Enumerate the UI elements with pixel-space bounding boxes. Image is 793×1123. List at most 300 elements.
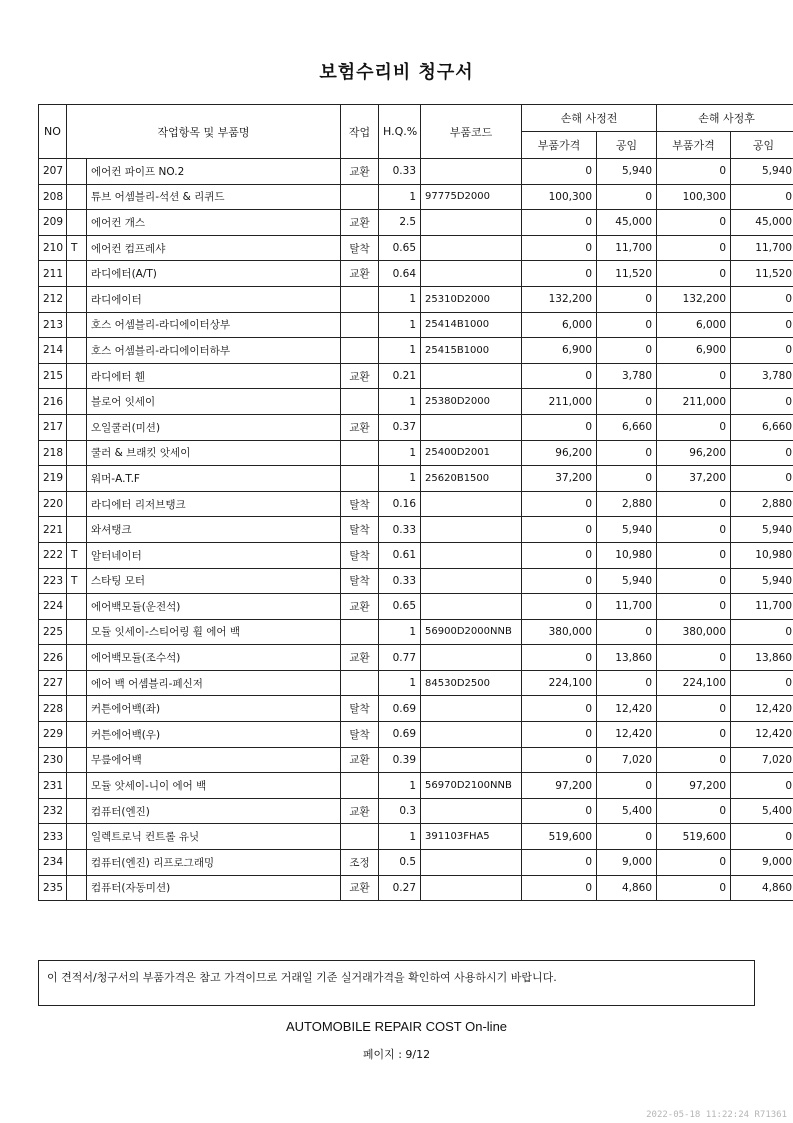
row-part-code bbox=[421, 747, 522, 773]
row-mark bbox=[67, 389, 87, 415]
row-hq: 1 bbox=[379, 184, 421, 210]
row-mark bbox=[67, 773, 87, 799]
row-after-part-price: 0 bbox=[657, 747, 731, 773]
row-work: 교환 bbox=[341, 159, 379, 185]
row-before-part-price: 6,000 bbox=[522, 312, 597, 338]
row-hq: 1 bbox=[379, 670, 421, 696]
row-before-part-price: 0 bbox=[522, 747, 597, 773]
row-mark bbox=[67, 722, 87, 748]
row-no: 234 bbox=[39, 850, 67, 876]
row-before-part-price: 211,000 bbox=[522, 389, 597, 415]
row-before-labor: 0 bbox=[597, 286, 657, 312]
row-work bbox=[341, 824, 379, 850]
table-row bbox=[39, 594, 793, 620]
row-hq: 1 bbox=[379, 619, 421, 645]
row-work bbox=[341, 286, 379, 312]
row-before-part-price: 380,000 bbox=[522, 619, 597, 645]
table-row bbox=[39, 466, 793, 492]
row-before-labor: 0 bbox=[597, 619, 657, 645]
table-row bbox=[39, 159, 793, 185]
row-work: 탈착 bbox=[341, 568, 379, 594]
row-hq: 0.61 bbox=[379, 542, 421, 568]
row-item-name: 라디에터 휀 bbox=[87, 363, 341, 389]
row-after-labor: 9,000 bbox=[731, 850, 793, 876]
row-hq: 2.5 bbox=[379, 210, 421, 236]
row-after-part-price: 0 bbox=[657, 696, 731, 722]
row-before-part-price: 0 bbox=[522, 568, 597, 594]
row-part-code bbox=[421, 414, 522, 440]
row-work: 교환 bbox=[341, 747, 379, 773]
row-item-name: 튜브 어셈블리-석션 & 리퀴드 bbox=[87, 184, 341, 210]
row-before-labor: 3,780 bbox=[597, 363, 657, 389]
row-before-labor: 0 bbox=[597, 670, 657, 696]
row-no: 216 bbox=[39, 389, 67, 415]
row-part-code bbox=[421, 645, 522, 671]
row-after-part-price: 0 bbox=[657, 568, 731, 594]
row-mark bbox=[67, 747, 87, 773]
row-hq: 0.33 bbox=[379, 568, 421, 594]
row-hq: 1 bbox=[379, 338, 421, 364]
row-part-code bbox=[421, 235, 522, 261]
row-before-part-price: 0 bbox=[522, 850, 597, 876]
row-part-code bbox=[421, 696, 522, 722]
row-before-labor: 0 bbox=[597, 389, 657, 415]
row-after-labor: 5,940 bbox=[731, 568, 793, 594]
row-before-part-price: 0 bbox=[522, 491, 597, 517]
row-before-labor: 12,420 bbox=[597, 696, 657, 722]
table-row bbox=[39, 722, 793, 748]
row-no: 225 bbox=[39, 619, 67, 645]
row-work bbox=[341, 773, 379, 799]
row-work: 교환 bbox=[341, 798, 379, 824]
row-before-part-price: 37,200 bbox=[522, 466, 597, 492]
row-part-code: 25400D2001 bbox=[421, 440, 522, 466]
row-work bbox=[341, 338, 379, 364]
row-after-labor: 0 bbox=[731, 466, 793, 492]
row-after-labor: 10,980 bbox=[731, 542, 793, 568]
row-part-code: 56900D2000NNB bbox=[421, 619, 522, 645]
row-no: 230 bbox=[39, 747, 67, 773]
row-before-part-price: 0 bbox=[522, 414, 597, 440]
row-after-part-price: 0 bbox=[657, 594, 731, 620]
row-no: 215 bbox=[39, 363, 67, 389]
row-item-name: 커튼에어백(좌) bbox=[87, 696, 341, 722]
table-row bbox=[39, 798, 793, 824]
row-after-part-price: 0 bbox=[657, 491, 731, 517]
row-after-part-price: 0 bbox=[657, 875, 731, 901]
row-before-part-price: 0 bbox=[522, 875, 597, 901]
row-before-labor: 0 bbox=[597, 773, 657, 799]
table-row bbox=[39, 875, 793, 901]
row-part-code: 391103FHA5 bbox=[421, 824, 522, 850]
row-mark bbox=[67, 594, 87, 620]
row-part-code bbox=[421, 210, 522, 236]
row-after-labor: 45,000 bbox=[731, 210, 793, 236]
row-part-code bbox=[421, 491, 522, 517]
table-row bbox=[39, 696, 793, 722]
row-item-name: 일렉트로닉 컨트롤 유닛 bbox=[87, 824, 341, 850]
row-work bbox=[341, 184, 379, 210]
row-no: 235 bbox=[39, 875, 67, 901]
row-no: 223 bbox=[39, 568, 67, 594]
row-work: 교환 bbox=[341, 645, 379, 671]
row-after-part-price: 6,900 bbox=[657, 338, 731, 364]
table-body bbox=[39, 159, 793, 901]
row-before-labor: 6,660 bbox=[597, 414, 657, 440]
row-after-labor: 0 bbox=[731, 440, 793, 466]
row-after-labor: 0 bbox=[731, 773, 793, 799]
table-row bbox=[39, 517, 793, 543]
row-part-code bbox=[421, 542, 522, 568]
row-after-part-price: 0 bbox=[657, 798, 731, 824]
row-after-labor: 0 bbox=[731, 389, 793, 415]
row-mark bbox=[67, 210, 87, 236]
table-row bbox=[39, 850, 793, 876]
row-after-labor: 12,420 bbox=[731, 696, 793, 722]
row-after-labor: 0 bbox=[731, 670, 793, 696]
row-hq: 1 bbox=[379, 466, 421, 492]
row-work bbox=[341, 670, 379, 696]
row-mark bbox=[67, 363, 87, 389]
row-work: 교환 bbox=[341, 875, 379, 901]
row-no: 224 bbox=[39, 594, 67, 620]
row-after-part-price: 0 bbox=[657, 850, 731, 876]
row-mark bbox=[67, 286, 87, 312]
row-mark bbox=[67, 619, 87, 645]
table-row bbox=[39, 645, 793, 671]
row-hq: 0.5 bbox=[379, 850, 421, 876]
row-item-name: 컴퓨터(엔진) bbox=[87, 798, 341, 824]
row-before-labor: 0 bbox=[597, 466, 657, 492]
row-after-labor: 2,880 bbox=[731, 491, 793, 517]
row-after-labor: 11,700 bbox=[731, 594, 793, 620]
row-item-name: 모듈 앗세이-니이 에어 백 bbox=[87, 773, 341, 799]
row-after-labor: 5,400 bbox=[731, 798, 793, 824]
row-item-name: 스타팅 모터 bbox=[87, 568, 341, 594]
row-no: 226 bbox=[39, 645, 67, 671]
row-item-name: 라디에이터 bbox=[87, 286, 341, 312]
row-after-part-price: 0 bbox=[657, 722, 731, 748]
row-no: 218 bbox=[39, 440, 67, 466]
header-before-labor: 공임 bbox=[597, 132, 657, 159]
row-mark bbox=[67, 261, 87, 287]
row-hq: 0.65 bbox=[379, 235, 421, 261]
row-before-part-price: 100,300 bbox=[522, 184, 597, 210]
row-after-part-price: 211,000 bbox=[657, 389, 731, 415]
row-before-labor: 4,860 bbox=[597, 875, 657, 901]
row-mark bbox=[67, 696, 87, 722]
row-mark bbox=[67, 184, 87, 210]
header-work: 작업 bbox=[341, 105, 379, 159]
row-item-name: 블로어 잇세이 bbox=[87, 389, 341, 415]
row-before-part-price: 96,200 bbox=[522, 440, 597, 466]
row-part-code: 97775D2000 bbox=[421, 184, 522, 210]
row-work: 조정 bbox=[341, 850, 379, 876]
table-header bbox=[39, 105, 793, 159]
row-work: 탈착 bbox=[341, 235, 379, 261]
row-part-code bbox=[421, 875, 522, 901]
row-before-part-price: 0 bbox=[522, 261, 597, 287]
table-row bbox=[39, 184, 793, 210]
row-item-name: 에어 백 어셈블리-페신저 bbox=[87, 670, 341, 696]
row-before-part-price: 132,200 bbox=[522, 286, 597, 312]
row-after-labor: 5,940 bbox=[731, 517, 793, 543]
row-item-name: 에어컨 컴프레샤 bbox=[87, 235, 341, 261]
table-row bbox=[39, 747, 793, 773]
table-row bbox=[39, 363, 793, 389]
row-hq: 0.21 bbox=[379, 363, 421, 389]
row-mark bbox=[67, 159, 87, 185]
row-before-labor: 5,940 bbox=[597, 159, 657, 185]
row-item-name: 와셔탱크 bbox=[87, 517, 341, 543]
row-before-labor: 9,000 bbox=[597, 850, 657, 876]
table-row bbox=[39, 491, 793, 517]
row-after-part-price: 100,300 bbox=[657, 184, 731, 210]
table-row bbox=[39, 773, 793, 799]
row-work: 교환 bbox=[341, 261, 379, 287]
row-before-part-price: 0 bbox=[522, 645, 597, 671]
row-after-labor: 6,660 bbox=[731, 414, 793, 440]
row-no: 229 bbox=[39, 722, 67, 748]
row-before-part-price: 224,100 bbox=[522, 670, 597, 696]
row-work: 교환 bbox=[341, 210, 379, 236]
row-mark bbox=[67, 645, 87, 671]
table-row bbox=[39, 414, 793, 440]
row-work bbox=[341, 389, 379, 415]
row-work: 탈착 bbox=[341, 491, 379, 517]
row-hq: 0.33 bbox=[379, 159, 421, 185]
row-before-part-price: 519,600 bbox=[522, 824, 597, 850]
row-before-part-price: 0 bbox=[522, 696, 597, 722]
row-part-code bbox=[421, 261, 522, 287]
row-after-labor: 5,940 bbox=[731, 159, 793, 185]
row-hq: 0.16 bbox=[379, 491, 421, 517]
table-row bbox=[39, 670, 793, 696]
row-hq: 0.3 bbox=[379, 798, 421, 824]
row-item-name: 호스 어셈블리-라디에이터하부 bbox=[87, 338, 341, 364]
row-after-part-price: 37,200 bbox=[657, 466, 731, 492]
row-no: 232 bbox=[39, 798, 67, 824]
row-before-part-price: 0 bbox=[522, 159, 597, 185]
row-before-labor: 0 bbox=[597, 440, 657, 466]
table-row bbox=[39, 619, 793, 645]
row-hq: 0.37 bbox=[379, 414, 421, 440]
row-after-part-price: 380,000 bbox=[657, 619, 731, 645]
row-before-labor: 12,420 bbox=[597, 722, 657, 748]
row-before-part-price: 0 bbox=[522, 594, 597, 620]
row-after-labor: 0 bbox=[731, 338, 793, 364]
header-after: 손해 사정후 bbox=[657, 105, 793, 132]
row-mark bbox=[67, 338, 87, 364]
print-timestamp: 2022-05-18 11:22:24 R71361 bbox=[646, 1110, 787, 1120]
row-before-labor: 0 bbox=[597, 184, 657, 210]
row-after-part-price: 0 bbox=[657, 159, 731, 185]
row-after-part-price: 6,000 bbox=[657, 312, 731, 338]
row-work: 교환 bbox=[341, 594, 379, 620]
table-row bbox=[39, 286, 793, 312]
row-after-labor: 11,700 bbox=[731, 235, 793, 261]
row-mark: T bbox=[67, 542, 87, 568]
header-code: 부품코드 bbox=[421, 105, 522, 159]
row-after-part-price: 519,600 bbox=[657, 824, 731, 850]
row-hq: 0.27 bbox=[379, 875, 421, 901]
row-mark bbox=[67, 466, 87, 492]
row-no: 208 bbox=[39, 184, 67, 210]
row-hq: 1 bbox=[379, 824, 421, 850]
row-no: 220 bbox=[39, 491, 67, 517]
row-mark bbox=[67, 491, 87, 517]
row-hq: 1 bbox=[379, 312, 421, 338]
row-hq: 0.39 bbox=[379, 747, 421, 773]
row-work bbox=[341, 440, 379, 466]
row-before-part-price: 0 bbox=[522, 722, 597, 748]
row-part-code bbox=[421, 850, 522, 876]
row-work bbox=[341, 466, 379, 492]
row-item-name: 무릎에어백 bbox=[87, 747, 341, 773]
table-row bbox=[39, 542, 793, 568]
row-part-code: 25380D2000 bbox=[421, 389, 522, 415]
row-after-part-price: 0 bbox=[657, 517, 731, 543]
row-after-part-price: 132,200 bbox=[657, 286, 731, 312]
row-no: 222 bbox=[39, 542, 67, 568]
page-number: 페이지 : 9/12 bbox=[362, 1048, 431, 1061]
row-item-name: 워머-A.T.F bbox=[87, 466, 341, 492]
row-after-part-price: 0 bbox=[657, 235, 731, 261]
row-work bbox=[341, 312, 379, 338]
row-after-part-price: 0 bbox=[657, 210, 731, 236]
row-work: 탈착 bbox=[341, 696, 379, 722]
row-no: 212 bbox=[39, 286, 67, 312]
row-after-part-price: 0 bbox=[657, 645, 731, 671]
row-part-code: 25415B1000 bbox=[421, 338, 522, 364]
row-before-part-price: 0 bbox=[522, 235, 597, 261]
row-before-part-price: 0 bbox=[522, 363, 597, 389]
row-after-part-price: 0 bbox=[657, 363, 731, 389]
row-after-part-price: 0 bbox=[657, 261, 731, 287]
row-after-labor: 4,860 bbox=[731, 875, 793, 901]
table-row bbox=[39, 824, 793, 850]
row-after-labor: 0 bbox=[731, 312, 793, 338]
row-no: 207 bbox=[39, 159, 67, 185]
row-after-labor: 0 bbox=[731, 619, 793, 645]
row-after-labor: 13,860 bbox=[731, 645, 793, 671]
row-before-labor: 0 bbox=[597, 338, 657, 364]
table-row bbox=[39, 338, 793, 364]
row-item-name: 라디에터 리저브탱크 bbox=[87, 491, 341, 517]
row-part-code: 25414B1000 bbox=[421, 312, 522, 338]
row-before-labor: 5,400 bbox=[597, 798, 657, 824]
row-item-name: 오일쿨러(미션) bbox=[87, 414, 341, 440]
row-part-code bbox=[421, 594, 522, 620]
row-after-labor: 7,020 bbox=[731, 747, 793, 773]
row-item-name: 모듈 잇세이-스티어링 휠 에어 백 bbox=[87, 619, 341, 645]
row-before-part-price: 0 bbox=[522, 210, 597, 236]
row-no: 233 bbox=[39, 824, 67, 850]
row-before-labor: 0 bbox=[597, 824, 657, 850]
row-after-labor: 11,520 bbox=[731, 261, 793, 287]
header-hq: H.Q.% bbox=[379, 105, 421, 159]
row-before-labor: 0 bbox=[597, 312, 657, 338]
row-before-part-price: 97,200 bbox=[522, 773, 597, 799]
row-item-name: 라디에터(A/T) bbox=[87, 261, 341, 287]
row-hq: 0.77 bbox=[379, 645, 421, 671]
row-mark bbox=[67, 517, 87, 543]
row-mark: T bbox=[67, 568, 87, 594]
row-no: 221 bbox=[39, 517, 67, 543]
row-no: 214 bbox=[39, 338, 67, 364]
table-row bbox=[39, 568, 793, 594]
row-part-code bbox=[421, 722, 522, 748]
table-row bbox=[39, 440, 793, 466]
row-mark bbox=[67, 440, 87, 466]
document-title: 보험수리비 청구서 bbox=[319, 62, 474, 83]
row-no: 231 bbox=[39, 773, 67, 799]
row-part-code: 56970D2100NNB bbox=[421, 773, 522, 799]
row-item-name: 에어백모듈(운전석) bbox=[87, 594, 341, 620]
row-work: 교환 bbox=[341, 414, 379, 440]
row-item-name: 에어컨 개스 bbox=[87, 210, 341, 236]
row-before-part-price: 0 bbox=[522, 542, 597, 568]
row-work: 교환 bbox=[341, 363, 379, 389]
row-item-name: 알터네이터 bbox=[87, 542, 341, 568]
header-before-part-price: 부품가격 bbox=[522, 132, 597, 159]
row-part-code: 25310D2000 bbox=[421, 286, 522, 312]
row-hq: 0.33 bbox=[379, 517, 421, 543]
row-after-labor: 0 bbox=[731, 824, 793, 850]
row-no: 210 bbox=[39, 235, 67, 261]
price-notice: 이 견적서/청구서의 부품가격은 참고 가격이므로 거래일 기준 실거래가격을 확인하여 사용하시기 바랍니다. bbox=[38, 960, 755, 1006]
row-part-code: 25620B1500 bbox=[421, 466, 522, 492]
row-mark bbox=[67, 312, 87, 338]
row-work bbox=[341, 619, 379, 645]
row-before-labor: 11,700 bbox=[597, 235, 657, 261]
row-before-labor: 2,880 bbox=[597, 491, 657, 517]
row-mark bbox=[67, 798, 87, 824]
row-no: 213 bbox=[39, 312, 67, 338]
row-no: 209 bbox=[39, 210, 67, 236]
table-row bbox=[39, 389, 793, 415]
row-before-labor: 13,860 bbox=[597, 645, 657, 671]
row-before-labor: 10,980 bbox=[597, 542, 657, 568]
row-no: 211 bbox=[39, 261, 67, 287]
row-hq: 0.64 bbox=[379, 261, 421, 287]
row-work: 탈착 bbox=[341, 542, 379, 568]
row-hq: 0.69 bbox=[379, 722, 421, 748]
table-row bbox=[39, 261, 793, 287]
row-mark bbox=[67, 414, 87, 440]
row-mark bbox=[67, 824, 87, 850]
table-row bbox=[39, 210, 793, 236]
row-item-name: 쿨러 & 브래킷 앗세이 bbox=[87, 440, 341, 466]
row-part-code bbox=[421, 798, 522, 824]
row-mark bbox=[67, 670, 87, 696]
row-part-code bbox=[421, 568, 522, 594]
row-hq: 1 bbox=[379, 389, 421, 415]
header-after-part-price: 부품가격 bbox=[657, 132, 731, 159]
row-after-part-price: 96,200 bbox=[657, 440, 731, 466]
row-item-name: 커튼에어백(우) bbox=[87, 722, 341, 748]
header-item: 작업항목 및 부품명 bbox=[67, 105, 341, 159]
header-after-labor: 공임 bbox=[731, 132, 793, 159]
row-mark bbox=[67, 850, 87, 876]
row-hq: 1 bbox=[379, 286, 421, 312]
row-hq: 0.65 bbox=[379, 594, 421, 620]
row-before-labor: 11,520 bbox=[597, 261, 657, 287]
row-before-labor: 7,020 bbox=[597, 747, 657, 773]
row-no: 227 bbox=[39, 670, 67, 696]
row-work: 탈착 bbox=[341, 722, 379, 748]
row-hq: 0.69 bbox=[379, 696, 421, 722]
